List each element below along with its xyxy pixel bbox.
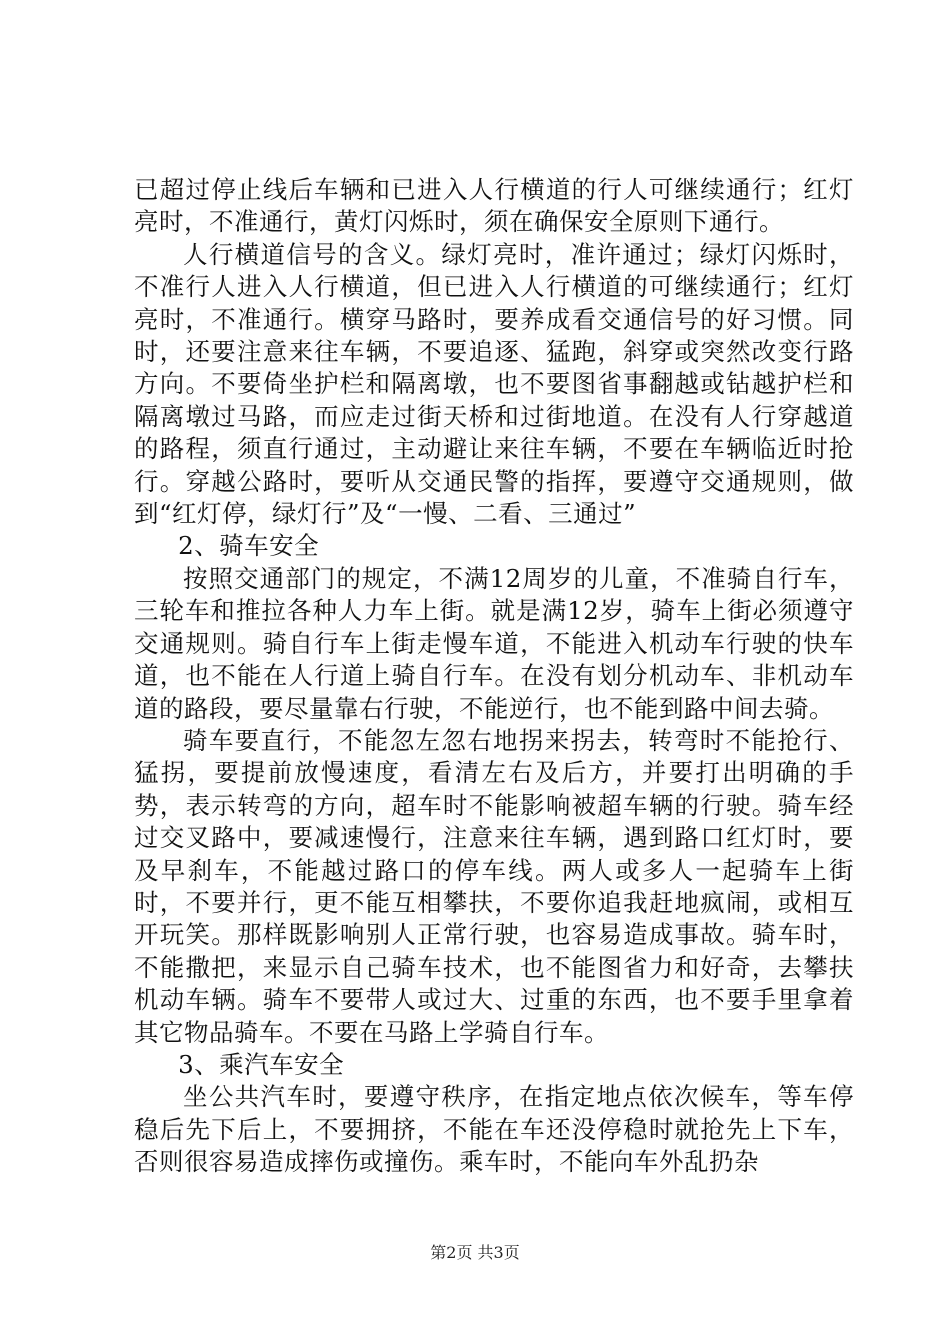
section-heading-cycling-safety: 2、骑车安全 [178,531,320,561]
paragraph-traffic-signal-continued: 已超过停止线后车辆和已进入人行横道的行人可继续通行；红灯亮时，不准通行，黄灯闪烁时，须在确保安全原则下通行。 [134,175,854,237]
section-heading-bus-safety: 3、乘汽车安全 [178,1049,345,1079]
paragraph-crosswalk-signal: 人行横道信号的含义。绿灯亮时，准许通过；绿灯闪烁时，不准行人进入人行横道，但已进入人行横道的可继续通行；红灯亮时，不准通行。横穿马路时，要养成看交通信号的好习惯。同时，还要注意来往车辆，不要追逐、猛跑，斜穿或突然改变行路方向。不要倚坐护栏和隔离墩，也不要图省事翻越或钻越护栏和隔离墩过马路，而应走过街天桥和过街地道。在没有人行穿越道的路程，须直行通过，主动避让来往车辆，不要在车辆临近时抢行。穿越公路时，要听从交通民警的指挥，要遵守交通规则，做到“红灯停，绿灯行”及“一慢、二看、三通过” [134,239,854,529]
paragraph-cycling-rules: 按照交通部门的规定，不满12周岁的儿童，不准骑自行车，三轮车和推拉各种人力车上街。就是满12岁，骑车上街必须遵守交通规则。骑自行车上街走慢车道，不能进入机动车行驶的快车道，也不能在人行道上骑自行车。在没有划分机动车、非机动车道的路段，要尽量靠右行驶，不能逆行，也不能到路中间去骑。 [134,563,854,723]
paragraph-cycling-behavior: 骑车要直行，不能忽左忽右地拐来拐去，转弯时不能抢行、猛拐，要提前放慢速度，看清左右及后方，并要打出明确的手势，表示转弯的方向，超车时不能影响被超车辆的行驶。骑车经过交叉路中，要减速慢行，注意来往车辆，遇到路口红灯时，要及早刹车，不能越过路口的停车线。两人或多人一起骑车上街时，不要并行，更不能互相攀扶，不要你追我赶地疯闹，或相互开玩笑。那样既影响别人正常行驶，也容易造成事故。骑车时，不能撒把，来显示自己骑车技术，也不能图省力和好奇，去攀扶机动车辆。骑车不要带人或过大、过重的东西，也不要手里拿着其它物品骑车。不要在马路上学骑自行车。 [134,725,854,1047]
paragraph-bus-rules: 坐公共汽车时，要遵守秩序，在指定地点依次候车，等车停稳后先下后上，不要拥挤，不能在车还没停稳时就抢先上下车，否则很容易造成摔伤或撞伤。乘车时，不能向车外乱扔杂 [134,1082,854,1177]
document-body [134,174,854,1179]
page-footer: 第2页 共3页 [430,1243,520,1262]
